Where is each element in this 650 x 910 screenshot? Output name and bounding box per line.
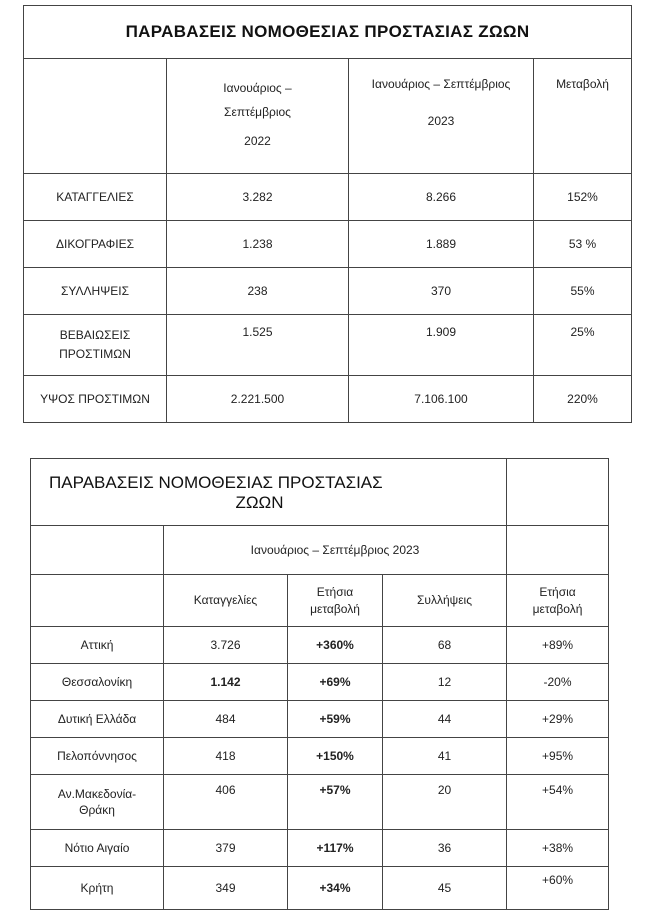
region-name: Νότιο Αιγαίο	[31, 830, 164, 867]
header-2022	[167, 59, 349, 174]
change-value: 220%	[534, 376, 632, 423]
complaints-value: 418	[164, 738, 288, 775]
table-title-row	[24, 6, 632, 59]
table-row	[31, 664, 609, 701]
arrests-change-value: +54%	[507, 775, 609, 830]
row-label: ΚΑΤΑΓΓΕΛΙΕΣ	[24, 174, 167, 221]
change-value: 55%	[534, 268, 632, 315]
complaints-value: 484	[164, 701, 288, 738]
empty-title-cell	[507, 459, 609, 526]
table-title-row	[31, 459, 609, 526]
header-arrests: Συλλήψεις	[383, 575, 507, 627]
empty-header-cell	[24, 59, 167, 174]
value-2022: 2.221.500	[167, 376, 349, 423]
complaints-change-value: +69%	[288, 664, 383, 701]
violations-table-by-region	[30, 458, 609, 910]
arrests-value: 41	[383, 738, 507, 775]
header-2022-line2: Σεπτέμβριος	[224, 105, 291, 119]
header-2023	[349, 59, 534, 174]
region-name: Θεσσαλονίκη	[31, 664, 164, 701]
arrests-value: 20	[383, 775, 507, 830]
value-2023: 1.909	[349, 315, 534, 376]
empty-header-cell	[31, 575, 164, 627]
complaints-value: 3.726	[164, 627, 288, 664]
complaints-change-value: +117%	[288, 830, 383, 867]
region-name-line2: Θράκη	[79, 803, 115, 817]
value-2023: 370	[349, 268, 534, 315]
arrests-value: 45	[383, 867, 507, 910]
complaints-value: 1.142	[164, 664, 288, 701]
value-2022: 238	[167, 268, 349, 315]
header-2022-year: 2022	[244, 134, 271, 148]
change-value: 25%	[534, 315, 632, 376]
header-complaints: Καταγγελίες	[164, 575, 288, 627]
complaints-value: 349	[164, 867, 288, 910]
empty-period-cell	[31, 526, 164, 575]
region-name-line1: Αν.Μακεδονία-	[57, 787, 137, 801]
table-row	[31, 701, 609, 738]
empty-period-cell	[507, 526, 609, 575]
table-header-row	[31, 575, 609, 627]
change-value: 152%	[534, 174, 632, 221]
header-2023-year: 2023	[427, 114, 455, 128]
table-row	[24, 376, 632, 423]
header-text-line1: Ετήσια	[316, 584, 354, 599]
value-2022: 3.282	[167, 174, 349, 221]
region-name: Πελοπόννησος	[31, 738, 164, 775]
header-change: Μεταβολή	[534, 59, 632, 174]
value-2022: 1.525	[167, 315, 349, 376]
period-row	[31, 526, 609, 575]
table-row	[31, 627, 609, 664]
complaints-change-value: +150%	[288, 738, 383, 775]
complaints-value: 406	[164, 775, 288, 830]
violations-table-by-year	[23, 5, 632, 423]
complaints-change-value: +57%	[288, 775, 383, 830]
change-value: 53 %	[534, 221, 632, 268]
row-label-line1: ΒΕΒΑΙΩΣΕΙΣ	[59, 328, 131, 342]
table-row	[31, 775, 609, 830]
table-header-row	[24, 59, 632, 174]
header-arrests-change	[507, 575, 609, 627]
table-title-line2: ΖΩΩΝ	[235, 493, 284, 512]
complaints-change-value: +59%	[288, 701, 383, 738]
header-complaints-change	[288, 575, 383, 627]
row-label: ΔΙΚΟΓΡΑΦΙΕΣ	[24, 221, 167, 268]
arrests-value: 36	[383, 830, 507, 867]
period-label: Ιανουάριος – Σεπτέμβριος 2023	[164, 526, 507, 575]
arrests-value: 68	[383, 627, 507, 664]
table-row	[24, 174, 632, 221]
region-name	[31, 775, 164, 830]
table-row	[31, 830, 609, 867]
table-row	[31, 867, 609, 910]
arrests-change-value: +95%	[507, 738, 609, 775]
arrests-change-value: +89%	[507, 627, 609, 664]
row-label-line2: ΠΡΟΣΤΙΜΩΝ	[59, 347, 131, 361]
table-row	[24, 221, 632, 268]
table-title-line1: ΠΑΡΑΒΑΣΕΙΣ ΝΟΜΟΘΕΣΙΑΣ ΠΡΟΣΤΑΣΙΑΣ	[49, 473, 383, 492]
complaints-change-value: +34%	[288, 867, 383, 910]
table-row	[24, 315, 632, 376]
value-2023: 1.889	[349, 221, 534, 268]
header-text-line2: μεταβολή	[532, 601, 583, 616]
complaints-change-value: +360%	[288, 627, 383, 664]
value-2023: 7.106.100	[349, 376, 534, 423]
arrests-change-value: -20%	[507, 664, 609, 701]
table-row	[31, 738, 609, 775]
region-name: Αττική	[31, 627, 164, 664]
header-text-line2: μεταβολή	[310, 601, 360, 616]
value-2022: 1.238	[167, 221, 349, 268]
table-title: ΠΑΡΑΒΑΣΕΙΣ ΝΟΜΟΘΕΣΙΑΣ ΠΡΟΣΤΑΣΙΑΣ ΖΩΩΝ	[24, 6, 632, 59]
row-label	[24, 315, 167, 376]
arrests-change-value: +60%	[507, 867, 609, 910]
region-name: Κρήτη	[31, 867, 164, 910]
arrests-value: 12	[383, 664, 507, 701]
arrests-change-value: +38%	[507, 830, 609, 867]
header-2023-line1: Ιανουάριος – Σεπτέμβριος	[371, 77, 511, 91]
value-2023: 8.266	[349, 174, 534, 221]
arrests-change-value: +29%	[507, 701, 609, 738]
header-2022-line1: Ιανουάριος –	[223, 81, 292, 95]
header-text-line1: Ετήσια	[539, 584, 576, 599]
table-title	[31, 459, 507, 526]
row-label: ΣΥΛΛΗΨΕΙΣ	[24, 268, 167, 315]
complaints-value: 379	[164, 830, 288, 867]
table-row	[24, 268, 632, 315]
row-label: ΥΨΟΣ ΠΡΟΣΤΙΜΩΝ	[24, 376, 167, 423]
region-name: Δυτική Ελλάδα	[31, 701, 164, 738]
arrests-value: 44	[383, 701, 507, 738]
